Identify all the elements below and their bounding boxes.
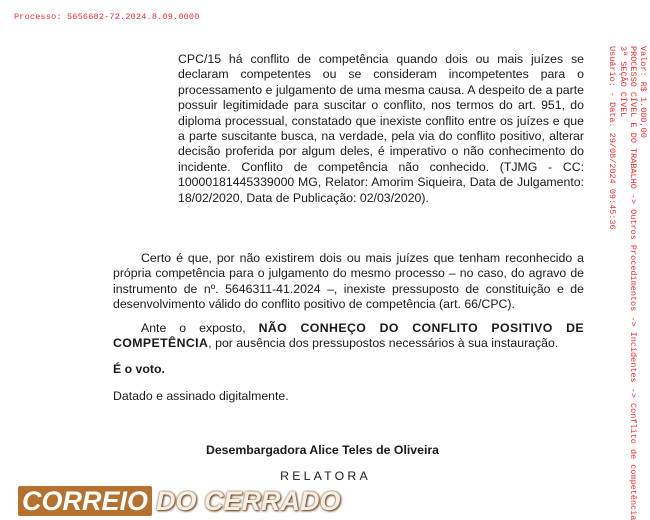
stamp-section: 3ª SEÇÃO CÍVEL [617, 46, 628, 118]
paragraph-decision [113, 321, 584, 352]
signer-role: RELATORA [280, 469, 371, 483]
signature-note: Datado e assinado digitalmente. [113, 389, 289, 403]
decision-lead: Ante o exposto, [141, 321, 259, 335]
process-number: Processo: 5656682-72.2024.8.09.0000 [14, 12, 200, 22]
signer-name: Desembargadora Alice Teles de Oliveira [205, 443, 440, 457]
paragraph-reasoning: Certo é que, por não existirem dois ou mais juízes que tenham reconhecido a própria competência para o julgamento do mesmo processo – no caso, do agravo de instrumento de nº. 5646311-41.2024 –, inexiste pressuposto de constituição e de desenvolvimento válido do conflito positivo de competência (art. 66/CPC). [113, 251, 584, 312]
decision-tail: , por ausência dos pressupostos necessários à sua instauração. [208, 336, 559, 351]
watermark-word-cerrado: DO CERRADO [156, 486, 341, 516]
stamp-class: PROCESSO CÍVEL E DO TRABALHO -> Outros Procedimentos -> Incidentes -> Conflito de competência [627, 46, 638, 520]
jurisprudence-quote: CPC/15 há conflito de competência quando dois ou mais juízes se declaram competentes ou se consideram incompetentes para o processamento e julgamento de uma mesma causa. A despeito de a parte possuir legitimidade para suscitar o conflito, nos termos do art. 951, do diploma processual, constatado que inexiste conflito entre os juízes e que a parte suscitante busca, na verdade, pela via do conflito positivo, alterar decisão proferida por algum deles, é imperativo o não conhecimento do incidente. Conflito de competência não conhecido. (TJMG - CC: 10000181445339000 MG, Relator: Amorim Siqueira, Data de Julgamento: 18/02/2020, Data de Publicação: 02/03/2020). [178, 52, 584, 205]
stamp-user-date: Usuário: - Data: 29/08/2024 09:45:36 [607, 46, 618, 230]
watermark-logo [18, 486, 341, 516]
vote-line: É o voto. [113, 362, 165, 376]
watermark-word-correio: CORREIO [18, 486, 152, 516]
stamp-value: Valor: R$ 1.000,00 [638, 46, 648, 138]
decision-bold: NÃO CONHEÇO DO CONFLITO POSITIVO DE COMPETÊNCIA [113, 321, 584, 351]
